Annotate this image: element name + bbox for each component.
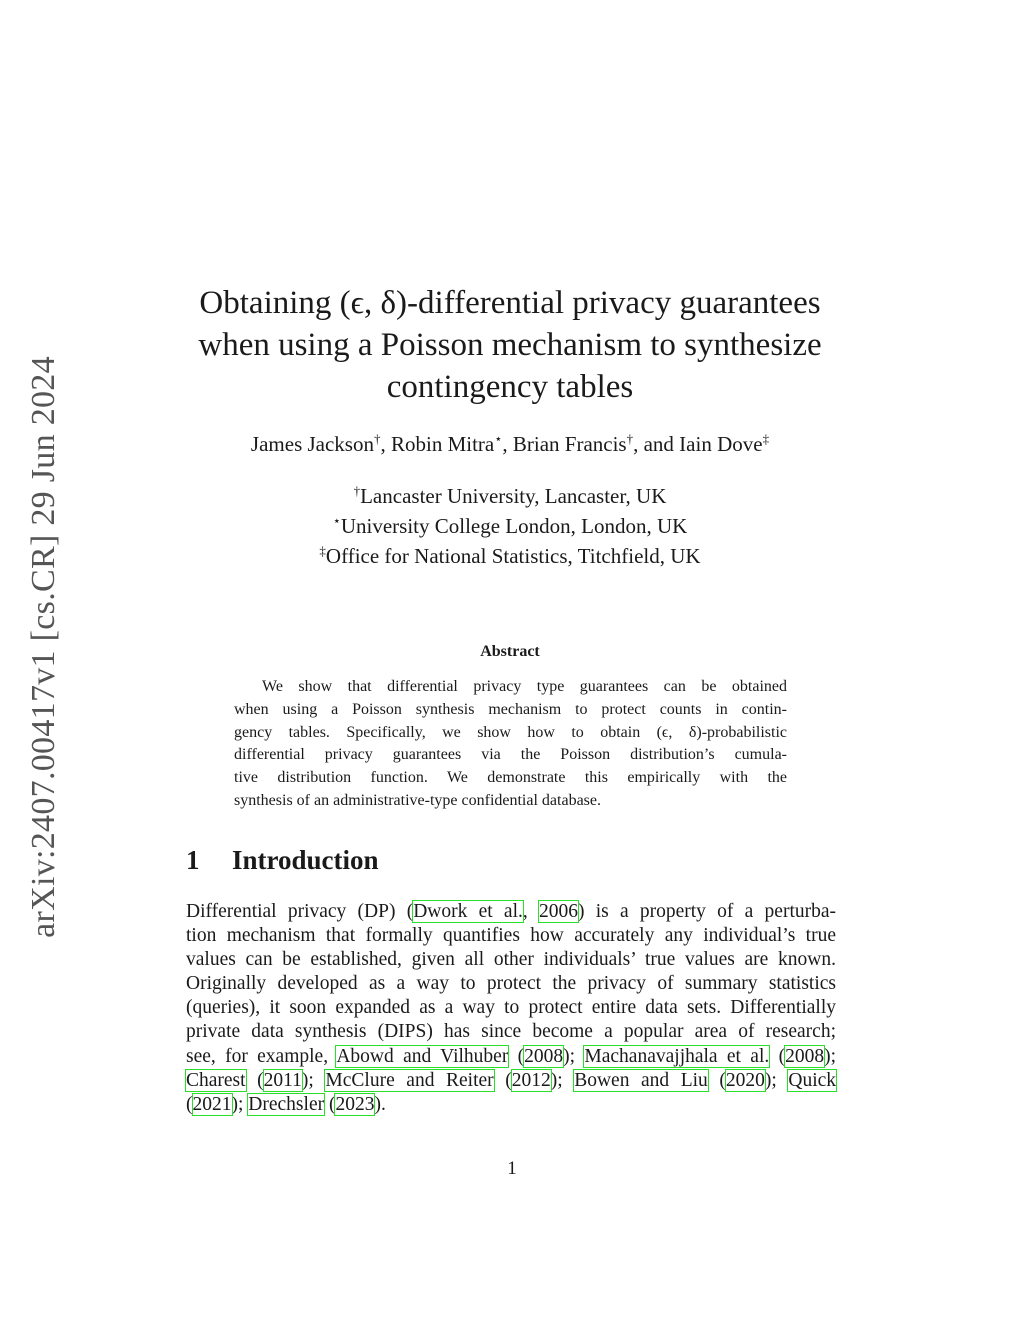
affiliation <box>160 541 860 571</box>
section-heading <box>186 845 379 876</box>
page-number: 1 <box>507 1158 517 1179</box>
paragraph-line: Originally developed as a way to protect the privacy of summary statistics <box>186 973 836 995</box>
text-run: see, for example, <box>186 1045 337 1067</box>
author-name: James Jackson <box>250 432 374 456</box>
paragraph-line <box>186 900 836 924</box>
section-title: Introduction <box>232 845 379 875</box>
introduction-paragraph <box>186 900 836 1117</box>
paragraph-line: values can be established, given all other individuals’ true values are known. <box>186 949 836 971</box>
affiliation-list <box>160 481 860 571</box>
paragraph-line: see, for example, Abowd and Vilhuber (2008); Machanavajjhala et al. (2008); <box>186 1045 836 1067</box>
citation-link[interactable]: 2006 <box>539 901 578 922</box>
paper-title <box>160 282 860 408</box>
affiliation-mark: ‡ <box>762 431 770 446</box>
citation-link[interactable]: Charest <box>186 1069 246 1091</box>
affiliation <box>160 481 860 511</box>
paragraph-line: (queries), it soon expanded as a way to protect entire data sets. Differentially <box>186 997 836 1019</box>
author-name: , Robin Mitra <box>380 432 495 456</box>
text-run: , <box>522 901 539 922</box>
affiliation <box>160 511 860 541</box>
author-list <box>160 432 860 457</box>
title-line: when using a Poisson mechanism to synthesize <box>198 327 822 363</box>
text-run: Differential privacy (DP) ( <box>186 901 414 922</box>
arxiv-identifier: arXiv:2407.00417v1 [cs.CR] 29 Jun 2024 <box>25 356 62 938</box>
affiliation-mark: † <box>353 483 361 498</box>
citation-link[interactable]: 2023 <box>335 1093 375 1115</box>
author-name: , Brian Francis <box>502 432 627 456</box>
section-number: 1 <box>186 845 200 875</box>
abstract-line: differential privacy guarantees via the Poisson distribution’s cumula- <box>234 746 787 764</box>
abstract-line: We show that differential privacy type guarantees can be obtained <box>262 678 787 695</box>
citation-link[interactable]: McClure and Reiter <box>325 1069 494 1091</box>
citation-link[interactable]: Quick <box>788 1069 837 1091</box>
citation-link[interactable]: Abowd and Vilhuber <box>336 1045 509 1067</box>
citation-link[interactable]: 2021 <box>192 1093 232 1115</box>
affiliation-mark: ⋆ <box>332 513 341 528</box>
affiliation-text: University College London, London, UK <box>340 514 688 538</box>
citation-link[interactable]: Dwork et al. <box>413 901 523 922</box>
title-line: Obtaining (ϵ, δ)-differential privacy guarantees <box>199 285 821 321</box>
paragraph-line: private data synthesis (DIPS) has since become a popular area of research; <box>186 1021 836 1043</box>
affiliation-mark: ‡ <box>319 543 326 558</box>
citation-link[interactable]: 2011 <box>263 1069 302 1091</box>
paragraph-line: (2021); Drechsler (2023). <box>186 1093 386 1115</box>
abstract-body <box>234 676 787 813</box>
affiliation-text: Office for National Statistics, Titchfield, UK <box>325 544 701 568</box>
affiliation-mark: † <box>626 431 634 446</box>
citation-link[interactable]: Drechsler <box>248 1093 325 1115</box>
abstract-heading: Abstract <box>480 643 540 660</box>
citation-link[interactable]: 2008 <box>785 1045 825 1067</box>
affiliation-mark: † <box>373 431 381 446</box>
citation-link[interactable]: 2012 <box>511 1069 551 1091</box>
citation-link[interactable]: Bowen and Liu <box>574 1069 708 1091</box>
paragraph-line: Charest (2011); McClure and Reiter (2012); Bowen and Liu (2020); Quick <box>186 1069 837 1091</box>
text-run: ) is a property of a perturba- <box>578 901 837 922</box>
citation-link[interactable]: 2008 <box>524 1045 564 1067</box>
citation-link[interactable]: Machanavajjhala et al. <box>584 1045 770 1067</box>
author-name: , and Iain Dove <box>633 432 763 456</box>
title-line: contingency tables <box>386 369 634 405</box>
affiliation-text: Lancaster University, Lancaster, UK <box>360 484 667 508</box>
abstract-line: tive distribution function. We demonstrate this empirically with the <box>234 769 787 787</box>
affiliation-mark: ⋆ <box>494 431 503 446</box>
abstract-line: gency tables. Specifically, we show how to obtain (ϵ, δ)-probabilistic <box>234 723 787 741</box>
abstract-line: when using a Poisson synthesis mechanism to protect counts in contin- <box>234 700 787 718</box>
abstract-line: synthesis of an administrative-type confidential database. <box>234 791 601 809</box>
citation-link[interactable]: 2020 <box>725 1069 765 1091</box>
paragraph-line: tion mechanism that formally quantifies how accurately any individual’s true <box>186 925 836 947</box>
